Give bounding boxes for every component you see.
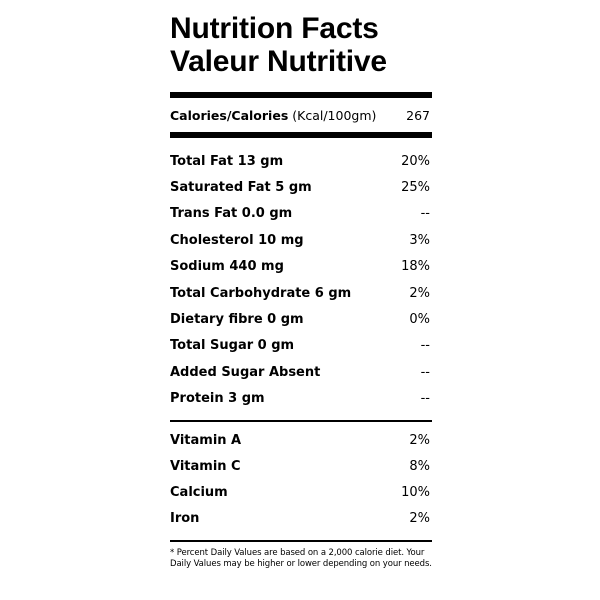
vitamin-daily-value: 10% (401, 484, 430, 500)
nutrient-daily-value: 20% (401, 153, 430, 169)
calories-label-group (170, 108, 376, 123)
nutrient-daily-value: -- (420, 391, 430, 407)
nutrient-name: Protein 3 gm (170, 391, 265, 407)
vitamin-daily-value: 8% (409, 458, 430, 474)
footnote-separator-rule (170, 540, 432, 542)
vitamin-daily-value: 2% (409, 511, 430, 527)
vitamin-name: Vitamin C (170, 458, 241, 474)
nutrient-name: Trans Fat 0.0 gm (170, 206, 293, 222)
nutrition-facts-label (170, 12, 432, 570)
nutrient-name: Saturated Fat 5 gm (170, 180, 312, 196)
vitamin-list (170, 427, 432, 532)
vitamin-name: Iron (170, 511, 200, 527)
nutrient-row (170, 333, 432, 359)
nutrient-row (170, 201, 432, 227)
nutrient-row (170, 254, 432, 280)
nutrient-row (170, 280, 432, 306)
vitamin-name: Vitamin A (170, 432, 242, 448)
nutrient-row (170, 386, 432, 412)
nutrient-daily-value: -- (420, 338, 430, 354)
nutrient-row (170, 306, 432, 332)
nutrient-name: Cholesterol 10 mg (170, 232, 304, 248)
vitamin-daily-value: 2% (409, 432, 430, 448)
calories-label: Calories/Calories (170, 107, 289, 123)
calories-row (170, 98, 432, 132)
nutrient-daily-value: -- (420, 206, 430, 222)
nutrient-name: Sodium 440 mg (170, 259, 284, 275)
nutrient-daily-value: 2% (409, 285, 430, 301)
vitamins-separator-rule (170, 420, 432, 422)
nutrient-row (170, 227, 432, 253)
nutrient-row (170, 148, 432, 174)
calories-value: 267 (406, 107, 430, 123)
nutrient-name: Total Sugar 0 gm (170, 338, 295, 354)
nutrient-name: Total Carbohydrate 6 gm (170, 285, 352, 301)
title-french: Valeur Nutritive (170, 45, 387, 78)
nutrient-row (170, 359, 432, 385)
vitamin-name: Calcium (170, 484, 228, 500)
nutrient-daily-value: 18% (401, 259, 430, 275)
nutrient-name: Dietary fibre 0 gm (170, 312, 304, 328)
vitamin-row (170, 479, 432, 505)
nutrient-daily-value: 25% (401, 180, 430, 196)
nutrient-daily-value: -- (420, 364, 430, 380)
footnote-text: * Percent Daily Values are based on a 2,000 calorie diet. Your Daily Values may be higher or lower depending on your needs. (170, 547, 432, 569)
nutrient-daily-value: 3% (409, 232, 430, 248)
vitamin-row (170, 453, 432, 479)
nutrient-name: Added Sugar Absent (170, 364, 321, 380)
nutrient-list (170, 138, 432, 412)
vitamin-row (170, 505, 432, 531)
vitamin-row (170, 427, 432, 453)
nutrient-row (170, 174, 432, 200)
nutrient-name: Total Fat 13 gm (170, 153, 284, 169)
nutrient-daily-value: 0% (409, 312, 430, 328)
title-english: Nutrition Facts (170, 12, 379, 45)
calories-unit: (Kcal/100gm) (292, 107, 377, 123)
